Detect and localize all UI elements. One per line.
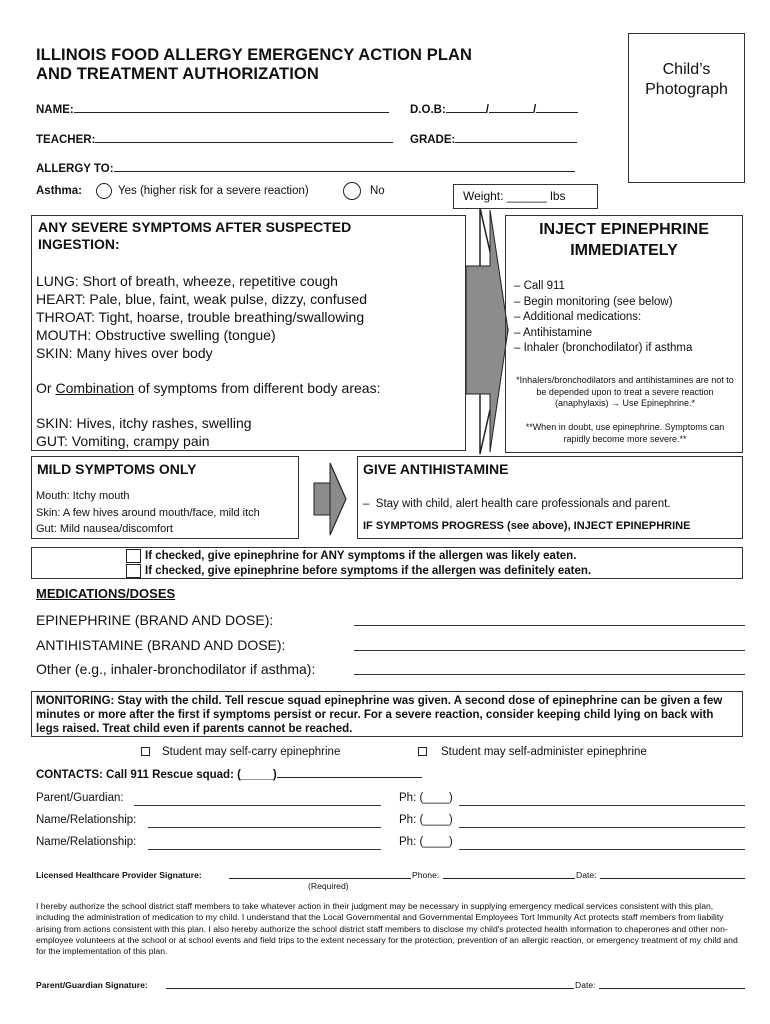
combo-symptom-list xyxy=(36,414,252,450)
inject-heading xyxy=(506,219,742,261)
symptom-heart: HEART: Pale, blue, faint, weak pulse, dizzy, confused xyxy=(36,291,367,307)
provider-date-label: Date: xyxy=(576,870,597,880)
symptom-throat: THROAT: Tight, hoarse, trouble breathing/swallowing xyxy=(36,309,365,325)
teacher-label: TEACHER: xyxy=(36,134,96,146)
contacts-heading-text: CONTACTS: Call 911 Rescue squad: (_____) xyxy=(36,769,277,781)
contacts-heading xyxy=(36,768,422,781)
parent-signature-label: Parent/Guardian Signature: xyxy=(36,980,148,990)
mild-arrow-icon xyxy=(310,461,350,539)
severe-symptom-list xyxy=(36,272,367,362)
contact-row-3 xyxy=(36,836,136,848)
provider-phone-line[interactable] xyxy=(443,869,575,879)
inject-epinephrine-box xyxy=(505,215,743,453)
parent-signature-line[interactable] xyxy=(166,979,574,989)
dob-label: D.O.B: xyxy=(410,104,446,116)
contact-label: Name/Relationship: xyxy=(36,836,137,848)
mild-symptom-list xyxy=(36,488,260,538)
combo-skin: SKIN: Hives, itchy rashes, swelling xyxy=(36,415,252,431)
grade-line[interactable] xyxy=(455,131,577,143)
provider-date-line[interactable] xyxy=(600,869,745,879)
dob-year[interactable] xyxy=(536,101,578,113)
severe-symptoms-box xyxy=(31,215,466,451)
mild-gut: Gut: Mild nausea/discomfort xyxy=(36,523,173,535)
inject-note-2: **When in doubt, use epinephrine. Symptoms can rapidly become more severe.** xyxy=(525,422,725,444)
dob-day[interactable] xyxy=(489,101,533,113)
inject-steps xyxy=(514,279,692,357)
contact-row-2 xyxy=(36,814,136,826)
contact-line-1[interactable] xyxy=(134,794,381,806)
rescue-squad-line[interactable] xyxy=(277,768,422,778)
med-epinephrine-line[interactable] xyxy=(354,614,745,626)
provider-signature-line[interactable] xyxy=(229,869,411,879)
parent-date-line[interactable] xyxy=(599,979,745,989)
monitoring-text: MONITORING: Stay with the child. Tell rescue squad epinephrine was given. A second dose of epinephrine can be given a few minutes or more after the first if symptoms persist or recur. For a severe reaction, consider keeping child lying on back with legs raised. Treat child even if parents cannot be reached. xyxy=(36,695,723,735)
provider-signature-label: Licensed Healthcare Provider Signature: xyxy=(36,870,202,880)
med-other-label: Other (e.g., inhaler-bronchodilator if asthma): xyxy=(36,661,316,677)
allergy-line[interactable] xyxy=(114,160,575,172)
combination-line xyxy=(36,379,380,397)
dob-sep-1: / xyxy=(485,104,489,116)
asthma-no-radio[interactable] xyxy=(343,182,361,200)
symptom-mouth: MOUTH: Obstructive swelling (tongue) xyxy=(36,327,276,343)
symptom-lung: LUNG: Short of breath, wheeze, repetitive cough xyxy=(36,273,338,289)
photo-label-2: Photograph xyxy=(645,81,728,98)
check-before-symptoms[interactable] xyxy=(126,564,141,578)
step-call-911: – Call 911 xyxy=(514,279,692,295)
contact-label: Parent/Guardian: xyxy=(36,792,124,804)
asthma-no-label: No xyxy=(370,185,385,197)
combo-pre: Or xyxy=(36,380,56,396)
provider-required-note: (Required) xyxy=(308,881,349,891)
photo-label-1: Child’s xyxy=(662,61,711,78)
progress-warning: IF SYMPTOMS PROGRESS (see above), INJECT EPINEPHRINE xyxy=(363,520,691,532)
contact-phone-label: Ph: (____) xyxy=(399,814,453,826)
photo-box[interactable] xyxy=(628,33,745,183)
monitoring-box xyxy=(31,691,743,737)
combo-gut: GUT: Vomiting, crampy pain xyxy=(36,433,210,449)
step-additional-meds: – Additional medications: xyxy=(514,310,692,326)
step-monitoring: – Begin monitoring (see below) xyxy=(514,295,692,311)
asthma-yes-label: Yes (higher risk for a severe reaction) xyxy=(118,185,309,197)
page-title xyxy=(36,46,472,84)
name-field[interactable] xyxy=(36,101,389,116)
weight-field[interactable] xyxy=(453,184,598,209)
authorization-text: I hereby authorize the school district staff members to take whatever action in their judgment may be necessary in supplying emergency medical services consistent with this plan, including the administration of medication to my child. I understand that the Local Governmental and Governmental Employees Tort Immunity Act protects staff members from liability arising from actions consistent with this plan. I also hereby authorize the school district staff members to disclose my child's protected health information to chaperones and other non-employee volunteers at the school or at school events and field trips to the extent necessary for the protection, prevention of an allergic reaction, or emergency treatment of my child and for the implementation of this plan. xyxy=(36,901,738,957)
allergy-field[interactable] xyxy=(36,160,575,175)
med-other-line[interactable] xyxy=(354,663,745,675)
teacher-field[interactable] xyxy=(36,131,393,146)
contact-phone-line-1[interactable] xyxy=(459,794,745,806)
mild-symptoms-box xyxy=(31,456,299,539)
self-administer-checkbox[interactable] xyxy=(418,747,427,756)
medications-heading: MEDICATIONS/DOSES xyxy=(36,586,176,601)
mild-heading: MILD SYMPTOMS ONLY xyxy=(37,461,197,477)
self-carry-checkbox[interactable] xyxy=(141,747,150,756)
check-before-symptoms-label: If checked, give epinephrine before symptoms if the allergen was definitely eaten. xyxy=(145,565,592,577)
symptom-skin: SKIN: Many hives over body xyxy=(36,345,213,361)
contact-phone-line-2[interactable] xyxy=(459,816,745,828)
contact-label: Name/Relationship: xyxy=(36,814,137,826)
antihistamine-step-text: Stay with child, alert health care professionals and parent. xyxy=(375,498,671,510)
asthma-yes-radio[interactable] xyxy=(96,183,112,199)
inject-heading-1: INJECT EPINEPHRINE xyxy=(539,221,709,238)
contact-phone-label: Ph: (____) xyxy=(399,836,453,848)
provider-phone-label: Phone: xyxy=(412,870,440,880)
dob-sep-2: / xyxy=(532,104,537,116)
step-inhaler: – Inhaler (bronchodilator) if asthma xyxy=(514,341,692,357)
dob-month[interactable] xyxy=(446,101,486,113)
antihistamine-heading: GIVE ANTIHISTAMINE xyxy=(363,461,509,477)
combo-underlined: Combination xyxy=(55,380,135,396)
name-label: NAME: xyxy=(36,104,74,116)
weight-label: Weight: ______ lbs xyxy=(463,189,566,203)
title-line-1: ILLINOIS FOOD ALLERGY EMERGENCY ACTION PLAN xyxy=(36,46,473,64)
combo-post: of symptoms from different body areas: xyxy=(134,380,381,396)
contact-row-1 xyxy=(36,792,124,804)
self-carry-label: Student may self-carry epinephrine xyxy=(162,746,341,758)
antihistamine-step: – Stay with child, alert health care professionals and parent. xyxy=(363,498,671,510)
dob-field[interactable] xyxy=(410,101,578,116)
contact-phone-line-3[interactable] xyxy=(459,838,745,850)
parent-date-label: Date: xyxy=(575,980,596,990)
med-antihistamine-line[interactable] xyxy=(354,639,745,651)
contact-line-3[interactable] xyxy=(148,838,381,850)
grade-field[interactable] xyxy=(410,131,577,146)
severe-arrow-icon xyxy=(462,208,510,456)
med-epinephrine-label: EPINEPHRINE (BRAND AND DOSE): xyxy=(36,612,274,628)
contact-phone-label: Ph: (____) xyxy=(399,792,453,804)
name-line[interactable] xyxy=(74,101,389,113)
give-antihistamine-box xyxy=(357,456,743,539)
self-administer-label: Student may self-administer epinephrine xyxy=(441,746,647,758)
contact-line-2[interactable] xyxy=(148,816,381,828)
check-any-symptoms[interactable] xyxy=(126,549,141,563)
check-any-symptoms-label: If checked, give epinephrine for ANY symptoms if the allergen was likely eaten. xyxy=(145,550,577,562)
title-line-2: AND TREATMENT AUTHORIZATION xyxy=(36,65,319,83)
asthma-label: Asthma: xyxy=(36,185,83,197)
mild-mouth: Mouth: Itchy mouth xyxy=(36,490,130,502)
inject-heading-2: IMMEDIATELY xyxy=(570,242,678,259)
mild-skin: Skin: A few hives around mouth/face, mild itch xyxy=(36,506,260,519)
grade-label: GRADE: xyxy=(410,134,456,146)
inject-note-1: *Inhalers/bronchodilators and antihistamines are not to be depended upon to treat a severe reaction (anaphylaxis) → Use Epinephrine.* xyxy=(516,375,734,408)
allergy-label: ALLERGY TO: xyxy=(36,163,114,175)
severe-heading: ANY SEVERE SYMPTOMS AFTER SUSPECTED INGESTION: xyxy=(38,219,352,252)
teacher-line[interactable] xyxy=(95,131,393,143)
med-antihistamine-label: ANTIHISTAMINE (BRAND AND DOSE): xyxy=(36,637,286,653)
step-antihistamine: – Antihistamine xyxy=(514,326,692,342)
